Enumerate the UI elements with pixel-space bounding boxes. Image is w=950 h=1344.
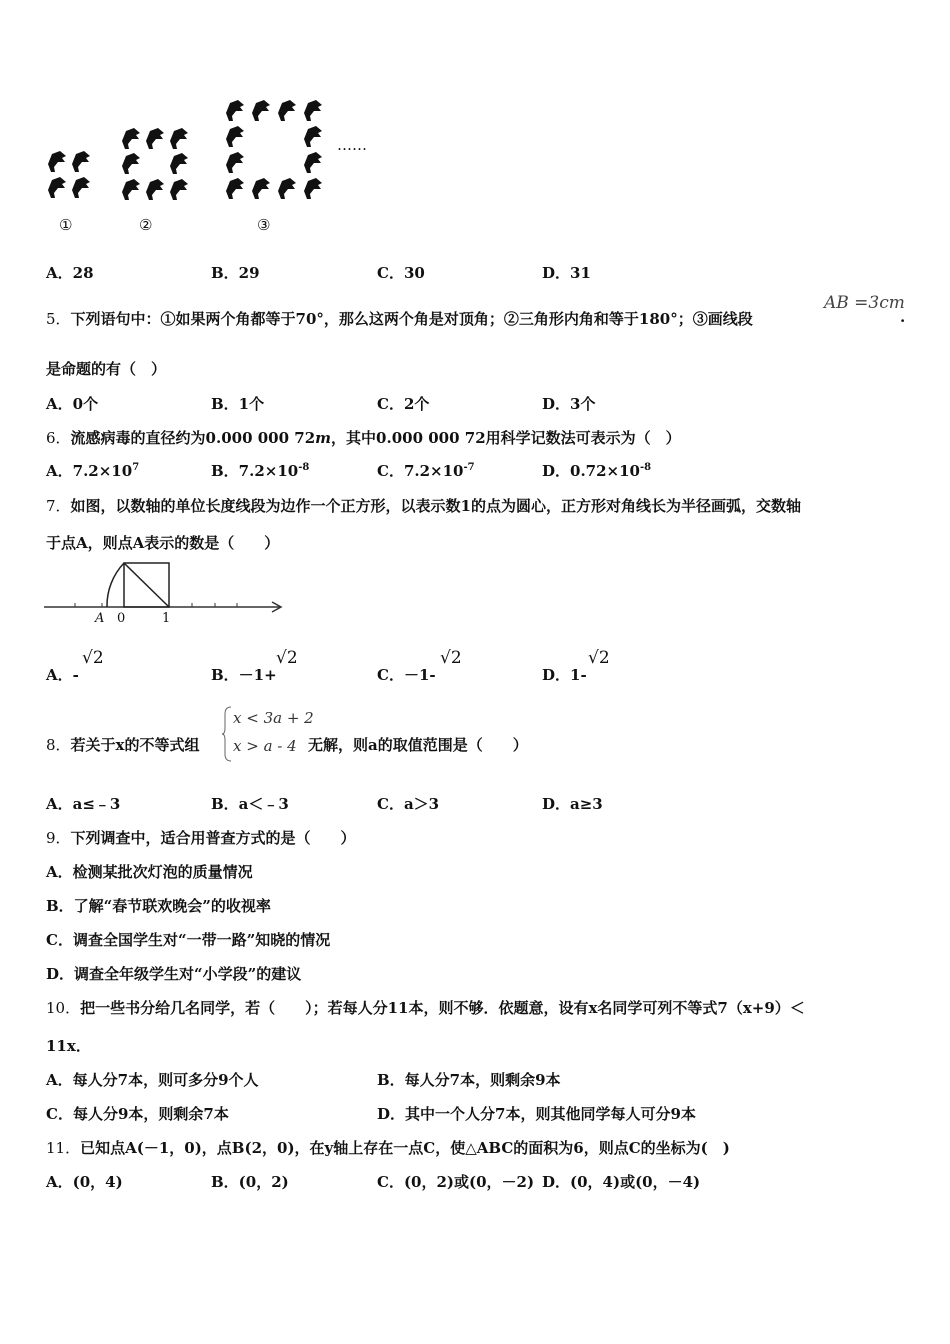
q8-inequality-2: x > a - 4 — [233, 737, 297, 755]
q7-option-c: C．－1- — [377, 666, 436, 684]
q5-number: 5． — [46, 310, 71, 328]
axis-label-0: 0 — [117, 611, 126, 626]
figure-label-1: ① — [59, 216, 73, 234]
q8-option-b: B．a＜﹣3 — [211, 795, 289, 813]
q5-math: AB =3cm — [824, 293, 905, 313]
q10-stem — [46, 997, 805, 1018]
radius-arc — [107, 563, 124, 607]
q5-period: . — [900, 308, 906, 326]
q8-option-a: A．a≤﹣3 — [46, 795, 121, 813]
q9-option-a: A．检测某批次灯泡的质量情况 — [46, 863, 253, 881]
q8-text-a: 若关于x的不等式组 — [70, 736, 200, 754]
q7-option-a: A．- — [46, 666, 79, 684]
q8-stem-a — [46, 734, 200, 755]
q5-stem-2: 是命题的有（ ） — [46, 360, 167, 378]
q8-option-d: D．a≥3 — [542, 795, 603, 813]
q8-number: 8． — [46, 736, 71, 754]
q7-option-b: B．－1+ — [211, 666, 277, 684]
q10-text: 把一些书分给几名同学，若（ ）；若每人分11本，则不够．依题意，设有x名同学可列不等式7（x+9）＜ — [80, 999, 805, 1017]
q10-stem-2: 11x． — [46, 1037, 91, 1055]
q11-number: 11． — [46, 1139, 81, 1157]
q10-option-c: C．每人分9本，则剩余7本 — [46, 1105, 229, 1123]
q10-option-d: D．其中一个人分7本，则其他同学每人可分9本 — [377, 1105, 696, 1123]
q11-option-b: B．(0，2) — [211, 1173, 289, 1191]
figure-label-2: ② — [139, 216, 153, 234]
q11-stem — [46, 1137, 730, 1158]
q6-text-a: 流感病毒的直径约为0.000 000 72 — [70, 429, 316, 447]
q9-number: 9． — [46, 829, 71, 847]
q7-text: 如图，以数轴的单位长度线段为边作一个正方形，以表示数1的点为圆心，正方形对角线长为半径画弧，交数轴 — [70, 497, 801, 515]
q11-text: 已知点A(－1，0)，点B(2，0)，在y轴上存在一点C，使△ABC的面积为6，则点C的坐标为( ) — [80, 1139, 730, 1157]
q6-number: 6． — [46, 429, 71, 447]
q7-stem — [46, 495, 801, 516]
q7-option-d-sqrt: √2 — [588, 648, 610, 668]
q10-option-a: A．每人分7本，则可多分9个人 — [46, 1071, 259, 1089]
q9-option-d: D．调查全年级学生对“小学段”的建议 — [46, 965, 302, 983]
q4-option-d: D．31 — [542, 264, 591, 282]
square-diagonal — [124, 563, 169, 607]
q11-option-a: A．(0，4) — [46, 1173, 123, 1191]
q5-option-a: A．0个 — [46, 395, 99, 413]
q6-option-a: A．$7.2\times 10^7$ — [46, 462, 140, 480]
q6-unit: m — [315, 429, 332, 447]
q7-option-c-sqrt: √2 — [440, 648, 462, 668]
q9-stem — [46, 827, 356, 848]
q7-option-b-sqrt: √2 — [276, 648, 298, 668]
q5-option-c: C．2个 — [377, 395, 430, 413]
q7-option-d: D．1- — [542, 666, 587, 684]
q9-text: 下列调查中，适合用普查方式的是（ ） — [70, 829, 356, 847]
q10-option-b: B．每人分7本，则剩余9本 — [377, 1071, 561, 1089]
axis-label-1: 1 — [162, 611, 171, 626]
q6-option-c: C．$7.2\times 10^{-7}$ — [377, 462, 475, 480]
q5-text: 下列语句中：①如果两个角都等于70°，那么这两个角是对顶角；②三角形内角和等于180°；③画线段 — [70, 310, 753, 328]
q4-option-c: C．30 — [377, 264, 425, 282]
pattern-1 — [48, 151, 90, 198]
q5-stem — [46, 308, 753, 329]
q4-option-b: B．29 — [211, 264, 260, 282]
pattern-2 — [122, 128, 188, 200]
q11-option-c: C．(0，2)或(0，－2) — [377, 1173, 535, 1191]
q8-option-c: C．a＞3 — [377, 795, 440, 813]
q5-option-d: D．3个 — [542, 395, 596, 413]
inequality-brace — [222, 706, 232, 762]
q6-option-d: D．$0.72\times 10^{-8}$ — [542, 462, 652, 480]
q7-number: 7． — [46, 497, 71, 515]
q8-stem-b: 无解，则a的取值范围是（ ） — [308, 736, 528, 754]
figure-label-3: ③ — [257, 216, 271, 234]
q6-option-b: B．$7.2\times 10^{-8}$ — [211, 462, 310, 480]
pattern-ellipsis: …… — [337, 136, 367, 154]
q10-number: 10． — [46, 999, 81, 1017]
q5-option-b: B．1个 — [211, 395, 265, 413]
pattern-3 — [226, 100, 322, 199]
q7-option-a-sqrt: √2 — [82, 648, 104, 668]
pattern-figure — [40, 90, 390, 250]
q9-option-c: C．调查全国学生对“一带一路”知晓的情况 — [46, 931, 331, 949]
q6-text-b: ，其中0.000 000 72用科学记数法可表示为（ ） — [331, 429, 681, 447]
q4-option-a: A．28 — [46, 264, 94, 282]
q7-stem-2: 于点A，则点A表示的数是（ ） — [46, 534, 280, 552]
q8-inequality-1: x < 3a + 2 — [233, 709, 314, 727]
axis-label-a: A — [95, 611, 105, 626]
q11-option-d: D．(0，4)或(0，－4) — [542, 1173, 701, 1191]
q6-stem — [46, 427, 681, 448]
q9-option-b: B．了解“春节联欢晚会”的收视率 — [46, 897, 271, 915]
